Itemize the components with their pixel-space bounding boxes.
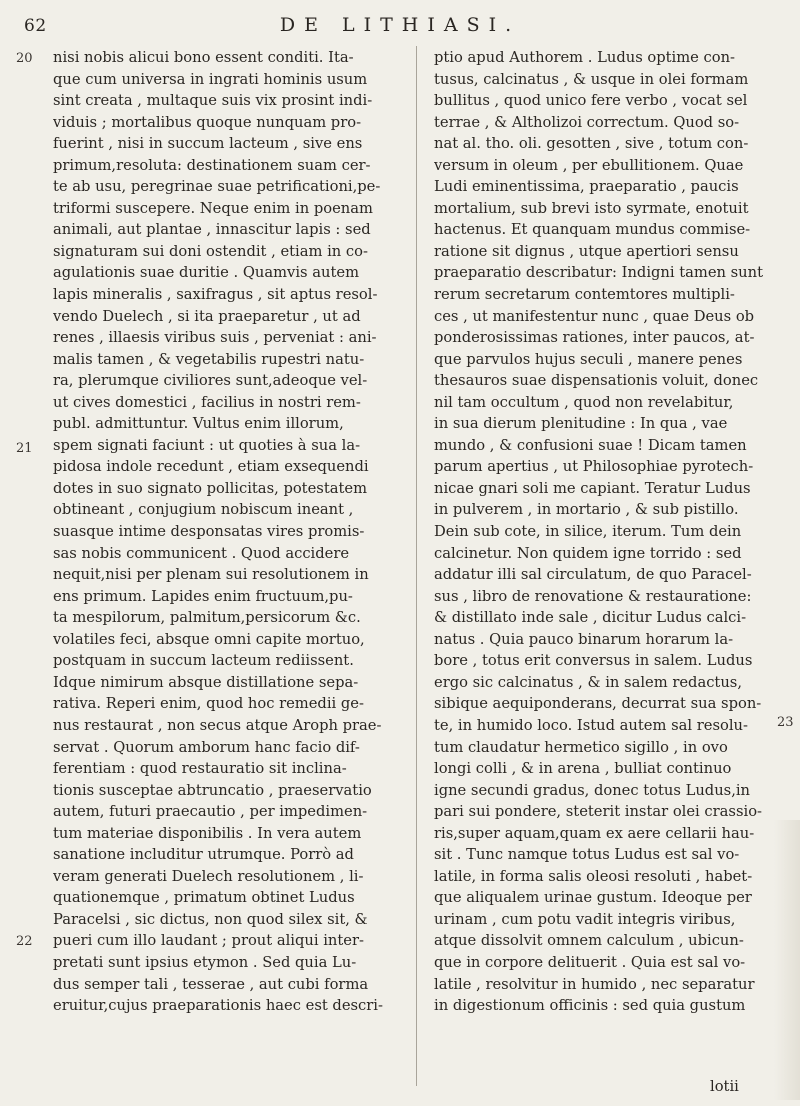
page-edge-stain bbox=[774, 820, 800, 1100]
text-line: pari sui pondere, steterit instar olei crassio- bbox=[434, 803, 762, 821]
text-line: te ab usu, peregrinae suae petrificationi,pe- bbox=[53, 178, 381, 196]
running-title: DE LITHIASI. bbox=[279, 14, 521, 36]
text-line: tum materiae disponibilis . In vera autem bbox=[53, 824, 362, 842]
text-line: ratione sit dignus , utque apertiori sensu bbox=[434, 242, 739, 260]
text-line: urinam , cum potu vadit integris viribus, bbox=[434, 910, 736, 928]
text-line: ponderosissimas rationes, inter paucos, at- bbox=[434, 329, 755, 347]
text-line: rativa. Reperi enim, quod hoc remedii ge- bbox=[53, 695, 364, 713]
text-line: nicae gnari soli me capiant. Teratur Ludus bbox=[434, 479, 751, 497]
text-line: spem signati faciunt : ut quoties à sua la- bbox=[53, 436, 361, 454]
text-line: sanatione includitur utrumque. Porrò ad bbox=[53, 846, 354, 864]
text-line: pueri cum illo laudant ; prout aliqui inter- bbox=[53, 932, 364, 950]
text-line: vendo Duelech , si ita praeparetur , ut ad bbox=[53, 307, 361, 325]
page-header bbox=[0, 14, 800, 40]
text-line: rerum secretarum contemtores multipli- bbox=[434, 286, 735, 304]
text-line: mundo , & confusioni suae ! Dicam tamen bbox=[434, 436, 747, 454]
margin-number: 23 bbox=[777, 715, 794, 730]
text-line: servat . Quorum amborum hanc facio dif- bbox=[53, 738, 360, 756]
text-line: pretati sunt ipsius etymon . Sed quia Lu- bbox=[53, 953, 357, 971]
text-line: eruitur,cujus praeparationis haec est descri- bbox=[53, 997, 383, 1015]
text-line: parum apertius , ut Philosophiae pyrotech- bbox=[434, 458, 754, 476]
text-line: ferentiam : quod restauratio sit inclina- bbox=[53, 760, 347, 778]
text-line: Dein sub cote, in silice, iterum. Tum dein bbox=[434, 523, 742, 541]
text-line: hactenus. Et quanquam mundus commise- bbox=[434, 221, 751, 239]
text-line: dotes in suo signato pollicitas, potestatem bbox=[53, 479, 367, 497]
text-line: sus , libro de renovatione & restauratione: bbox=[434, 587, 752, 605]
catchword: lotii bbox=[710, 1078, 739, 1095]
text-line: thesauros suae dispensationis voluit, donec bbox=[434, 372, 759, 390]
text-line: dus semper tali , tesserae , aut cubi forma bbox=[53, 975, 369, 993]
text-line: ces , ut manifestentur nunc , quae Deus ob bbox=[434, 307, 755, 325]
text-line: latile , resolvitur in humido , nec separatur bbox=[434, 975, 755, 993]
text-line: te, in humido loco. Istud autem sal resolu- bbox=[434, 716, 748, 734]
text-line: versum in oleum , per ebullitionem. Quae bbox=[434, 156, 744, 174]
text-line: sas nobis communicent . Quod accidere bbox=[53, 544, 350, 562]
text-line: tum claudatur hermetico sigillo , in ovo bbox=[434, 738, 728, 756]
text-line: natus . Quia pauco binarum horarum la- bbox=[434, 630, 734, 648]
text-line: in sua dierum plenitudine : In qua , vae bbox=[434, 415, 728, 433]
text-line: postquam in succum lacteum rediissent. bbox=[53, 652, 354, 670]
page-number: 62 bbox=[24, 16, 47, 36]
text-line: sint creata , multaque suis vix prosint indi- bbox=[53, 92, 373, 110]
text-line: autem, futuri praecautio , per impedimen- bbox=[53, 803, 368, 821]
text-line: in pulverem , in mortario , & sub pistillo. bbox=[434, 501, 739, 519]
text-line: addatur illi sal circulatum, de quo Paracel- bbox=[434, 566, 752, 584]
text-line: Paracelsi , sic dictus, non quod silex sit, & bbox=[53, 910, 368, 928]
text-line: lapis mineralis , saxifragus , sit aptus resol- bbox=[53, 286, 378, 304]
text-line: que aliqualem urinae gustum. Ideoque per bbox=[434, 889, 752, 907]
text-line: volatiles feci, absque omni capite mortuo, bbox=[53, 630, 365, 648]
text-line: pidosa indole recedunt , etiam exsequendi bbox=[53, 458, 369, 476]
text-line: tusus, calcinatus , & usque in olei formam bbox=[434, 70, 749, 88]
text-line: fuerint , nisi in succum lacteum , sive ens bbox=[53, 135, 363, 153]
text-line: sit . Tunc namque totus Ludus est sal vo- bbox=[434, 846, 740, 864]
text-line: triformi suscepere. Neque enim in poenam bbox=[53, 199, 373, 217]
text-line: veram generati Duelech resolutionem , li- bbox=[53, 867, 364, 885]
text-line: latile, in forma salis oleosi resoluti , habet- bbox=[434, 867, 753, 885]
text-line: terrae , & Altholizoi correctum. Quod so- bbox=[434, 113, 740, 131]
text-line: signaturam sui doni ostendit , etiam in co- bbox=[53, 242, 368, 260]
text-line: Idque nimirum absque distillatione sepa- bbox=[53, 673, 359, 691]
text-line: ptio apud Authorem . Ludus optime con- bbox=[434, 49, 736, 66]
text-line: animali, aut plantae , innascitur lapis : sed bbox=[53, 221, 371, 239]
text-line: que in corpore delituerit . Quia est sal vo- bbox=[434, 953, 746, 971]
margin-number: 20 bbox=[16, 51, 33, 66]
text-line: nat al. tho. oli. gesotten , sive , totum con- bbox=[434, 135, 749, 153]
margin-number: 21 bbox=[16, 441, 33, 456]
text-line: & distillato inde sale , dicitur Ludus calci- bbox=[434, 609, 747, 627]
text-line: mortalium, sub brevi isto syrmate, enotuit bbox=[434, 199, 749, 217]
text-line: tionis susceptae abtruncatio , praeservatio bbox=[53, 781, 372, 799]
text-line: nil tam occultum , quod non revelabitur, bbox=[434, 393, 734, 411]
text-line: suasque intime desponsatas vires promis- bbox=[53, 523, 365, 541]
text-line: ris,super aquam,quam ex aere cellarii hau- bbox=[434, 824, 755, 842]
text-line: malis tamen , & vegetabilis rupestri natu- bbox=[53, 350, 365, 368]
text-line: nisi nobis alicui bono essent conditi. Ita- bbox=[53, 49, 354, 66]
text-line: nequit,nisi per plenam sui resolutionem in bbox=[53, 566, 369, 584]
text-line: bore , totus erit conversus in salem. Ludus bbox=[434, 652, 753, 670]
text-line: praeparatio describatur: Indigni tamen sunt bbox=[434, 264, 764, 282]
text-line: ergo sic calcinatus , & in salem redactus, bbox=[434, 673, 742, 691]
text-line: bullitus , quod unico fere verbo , vocat sel bbox=[434, 92, 748, 110]
margin-number: 22 bbox=[16, 934, 33, 949]
text-line: quationemque , primatum obtinet Ludus bbox=[53, 889, 355, 907]
text-line: que cum universa in ingrati hominis usum bbox=[53, 70, 368, 88]
column-divider bbox=[416, 46, 417, 1086]
text-line: in digestionum officinis : sed quia gustum bbox=[434, 997, 746, 1015]
text-line: renes , illaesis viribus suis , perveniat : ani- bbox=[53, 329, 377, 347]
text-line: Ludi eminentissima, praeparatio , paucis bbox=[434, 178, 739, 196]
text-line: ut cives domestici , facilius in nostri rem- bbox=[53, 393, 361, 411]
right-text-column bbox=[434, 47, 784, 1017]
text-line: sibique aequiponderans, decurrat sua spon- bbox=[434, 695, 762, 713]
text-line: agulationis suae duritie . Quamvis autem bbox=[53, 264, 359, 282]
text-line: ens primum. Lapides enim fructuum,pu- bbox=[53, 587, 353, 605]
text-line: atque dissolvit omnem calculum , ubicun- bbox=[434, 932, 744, 950]
text-line: primum,resoluta: destinationem suam cer- bbox=[53, 156, 371, 174]
text-line: ra, plerumque civiliores sunt,adeoque vel- bbox=[53, 372, 368, 390]
text-line: publ. admittuntur. Vultus enim illorum, bbox=[53, 415, 344, 433]
text-line: viduis ; mortalibus quoque nunquam pro- bbox=[53, 113, 362, 131]
text-line: longi colli , & in arena , bulliat continuo bbox=[434, 760, 732, 778]
text-line: obtineant , conjugium nobiscum ineant , bbox=[53, 501, 354, 519]
left-text-column bbox=[53, 47, 403, 1017]
text-line: nus restaurat , non secus atque Aroph prae- bbox=[53, 716, 382, 734]
text-line: ta mespilorum, palmitum,persicorum &c. bbox=[53, 609, 361, 627]
text-line: igne secundi gradus, donec totus Ludus,in bbox=[434, 781, 751, 799]
text-line: calcinetur. Non quidem igne torrido : sed bbox=[434, 544, 742, 562]
text-line: que parvulos hujus seculi , manere penes bbox=[434, 350, 743, 368]
